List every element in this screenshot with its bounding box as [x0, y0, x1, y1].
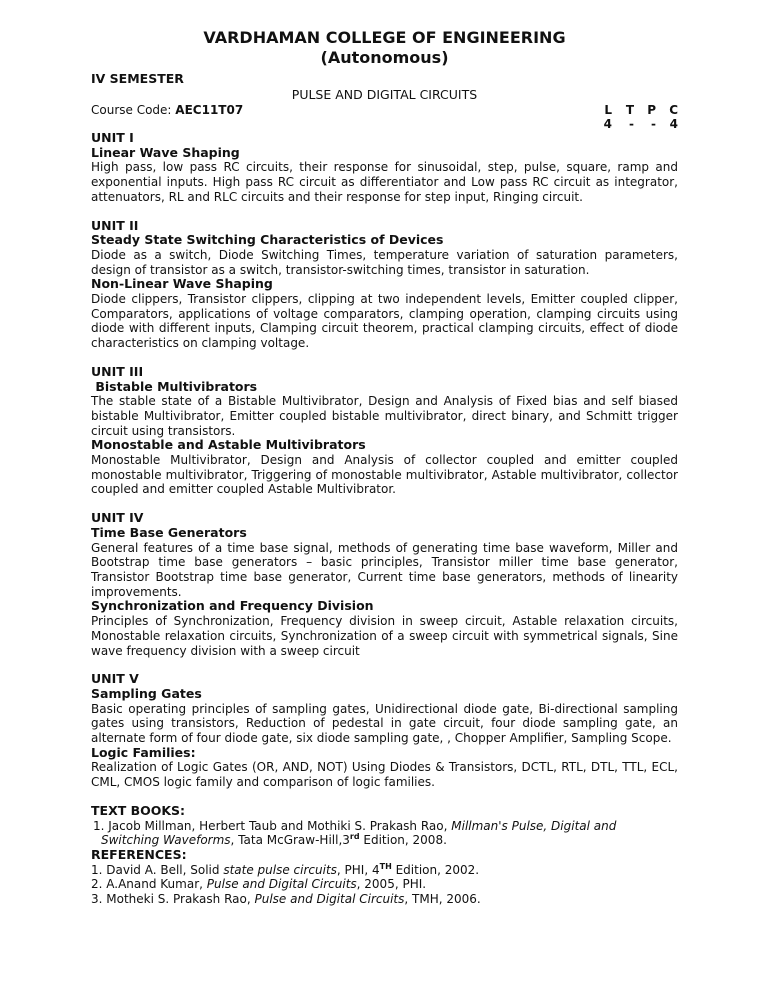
- ltpc-label-l: L: [604, 103, 612, 117]
- subject-title: PULSE AND DIGITAL CIRCUITS: [291, 87, 478, 102]
- ltpc-label-c: C: [669, 103, 678, 117]
- section-text: Diode as a switch, Diode Switching Times, temperature variation of saturation parameters, design of transistor as a switch, transistor-switching times, transistor in saturation.: [91, 247, 678, 277]
- section-text: Principles of Synchronization, Frequency division in sweep circuit, Astable relaxation circuits, Monostable relaxation circuits, Synchronization of a sweep circuit with symmetrical signals, Sine wave frequency division with a sweep circuit: [91, 614, 678, 658]
- textbook-item-cont: Switching Waveforms, Tata McGraw-Hill,3rd Edition, 2008.: [101, 832, 447, 848]
- unit-title: UNIT III: [91, 363, 144, 379]
- course-code-label: Course Code:: [91, 103, 176, 117]
- course-code-value: AEC11T07: [175, 103, 244, 117]
- section-text: Diode clippers, Transistor clippers, clipping at two independent levels, Emitter coupled clipper, Comparators, applications of voltage comparators, clamping operation, clamping circuits using diode with different inputs, Clamping circuit theorem, practical clamping circuits, effect of diode characteristics on clamping voltage.: [91, 292, 678, 351]
- unit-5: [91, 672, 678, 790]
- section-heading: Non-Linear Wave Shaping: [91, 276, 273, 292]
- section-heading: Linear Wave Shaping: [91, 144, 240, 160]
- semester-label: IV SEMESTER: [91, 71, 184, 86]
- section-text: The stable state of a Bistable Multivibrator, Design and Analysis of Fixed bias and self biased bistable Multivibrator, Emitter coupled bistable multivibrator, direct binary, and Schmitt trigger circuit using transistors.: [91, 394, 678, 438]
- section-heading: Monostable and Astable Multivibrators: [91, 437, 366, 453]
- unit-4: [91, 511, 678, 658]
- section-heading: Steady State Switching Characteristics of Devices: [91, 232, 444, 248]
- reference-item: 1. David A. Bell, Solid state pulse circuits, PHI, 4TH Edition, 2002.: [91, 861, 480, 877]
- ltpc-label-t: T: [625, 103, 634, 117]
- section-heading: Logic Families:: [91, 744, 196, 760]
- autonomous-label: (Autonomous): [320, 48, 449, 67]
- section-heading: Time Base Generators: [91, 524, 247, 540]
- references-heading: REFERENCES:: [91, 846, 187, 862]
- syllabus-page: [91, 28, 678, 907]
- section-heading: Bistable Multivibrators: [91, 378, 258, 394]
- unit-title: UNIT V: [91, 671, 139, 687]
- unit-2: [91, 219, 678, 351]
- unit-3: [91, 365, 678, 497]
- ltpc-value-l: 4: [603, 117, 612, 131]
- section-text: Monostable Multivibrator, Design and Analysis of collector coupled and emitter coupled monostable multivibrator, Triggering of monostable multivibrator, Astable multivibrator, collector coupled and emitter coupled Astable Multivibrator.: [91, 453, 678, 497]
- ltpc-value-p: -: [651, 117, 656, 131]
- section-text: Realization of Logic Gates (OR, AND, NOT) Using Diodes & Transistors, DCTL, RTL, DTL, TTL, ECL, CML, CMOS logic family and comparison of logic families.: [91, 760, 678, 790]
- section-text: High pass, low pass RC circuits, their response for sinusoidal, step, pulse, square, ramp and exponential inputs. High pass RC circuit as differentiator and Low pass RC circuit as integrator, attenuators, RL and RLC circuits and their response for step input, Ringing circuit.: [91, 160, 678, 204]
- ltpc-value-c: 4: [669, 117, 678, 131]
- unit-title: UNIT I: [91, 130, 134, 145]
- ltpc-value-t: -: [629, 117, 634, 131]
- section-heading: Synchronization and Frequency Division: [91, 598, 374, 614]
- reference-item: 3. Motheki S. Prakash Rao, Pulse and Digital Circuits, TMH, 2006.: [91, 892, 481, 907]
- reference-item: 2. A.Anand Kumar, Pulse and Digital Circuits, 2005, PHI.: [91, 877, 427, 892]
- textbook-item: 1. Jacob Millman, Herbert Taub and Mothiki S. Prakash Rao, Millman's Pulse, Digital and: [93, 818, 617, 833]
- textbooks-heading: TEXT BOOKS:: [91, 802, 186, 818]
- ltpc-table: [590, 103, 678, 131]
- course-code-row: [91, 103, 678, 131]
- textbooks-section: [91, 804, 678, 848]
- unit-1: [91, 131, 678, 205]
- section-text: General features of a time base signal, methods of generating time base waveform, Miller and Bootstrap time base generators – basic principles, Transistor miller time base generator, Transistor Bootstrap time base generator, Current time base generators, methods of linearity improvements.: [91, 540, 678, 599]
- college-name: VARDHAMAN COLLEGE OF ENGINEERING: [203, 28, 566, 47]
- unit-title: UNIT IV: [91, 510, 144, 526]
- ltpc-label-p: P: [647, 103, 656, 117]
- section-heading: Sampling Gates: [91, 685, 202, 701]
- references-section: [91, 848, 678, 907]
- section-text: Basic operating principles of sampling gates, Unidirectional diode gate, Bi-directional sampling gates using transistors, Reduction of pedestal in gate circuit, four diode sampling gate, an alternate form of four diode gate, six diode sampling gate, , Chopper Amplifier, Sampling Scope.: [91, 701, 678, 746]
- unit-title: UNIT II: [91, 217, 139, 233]
